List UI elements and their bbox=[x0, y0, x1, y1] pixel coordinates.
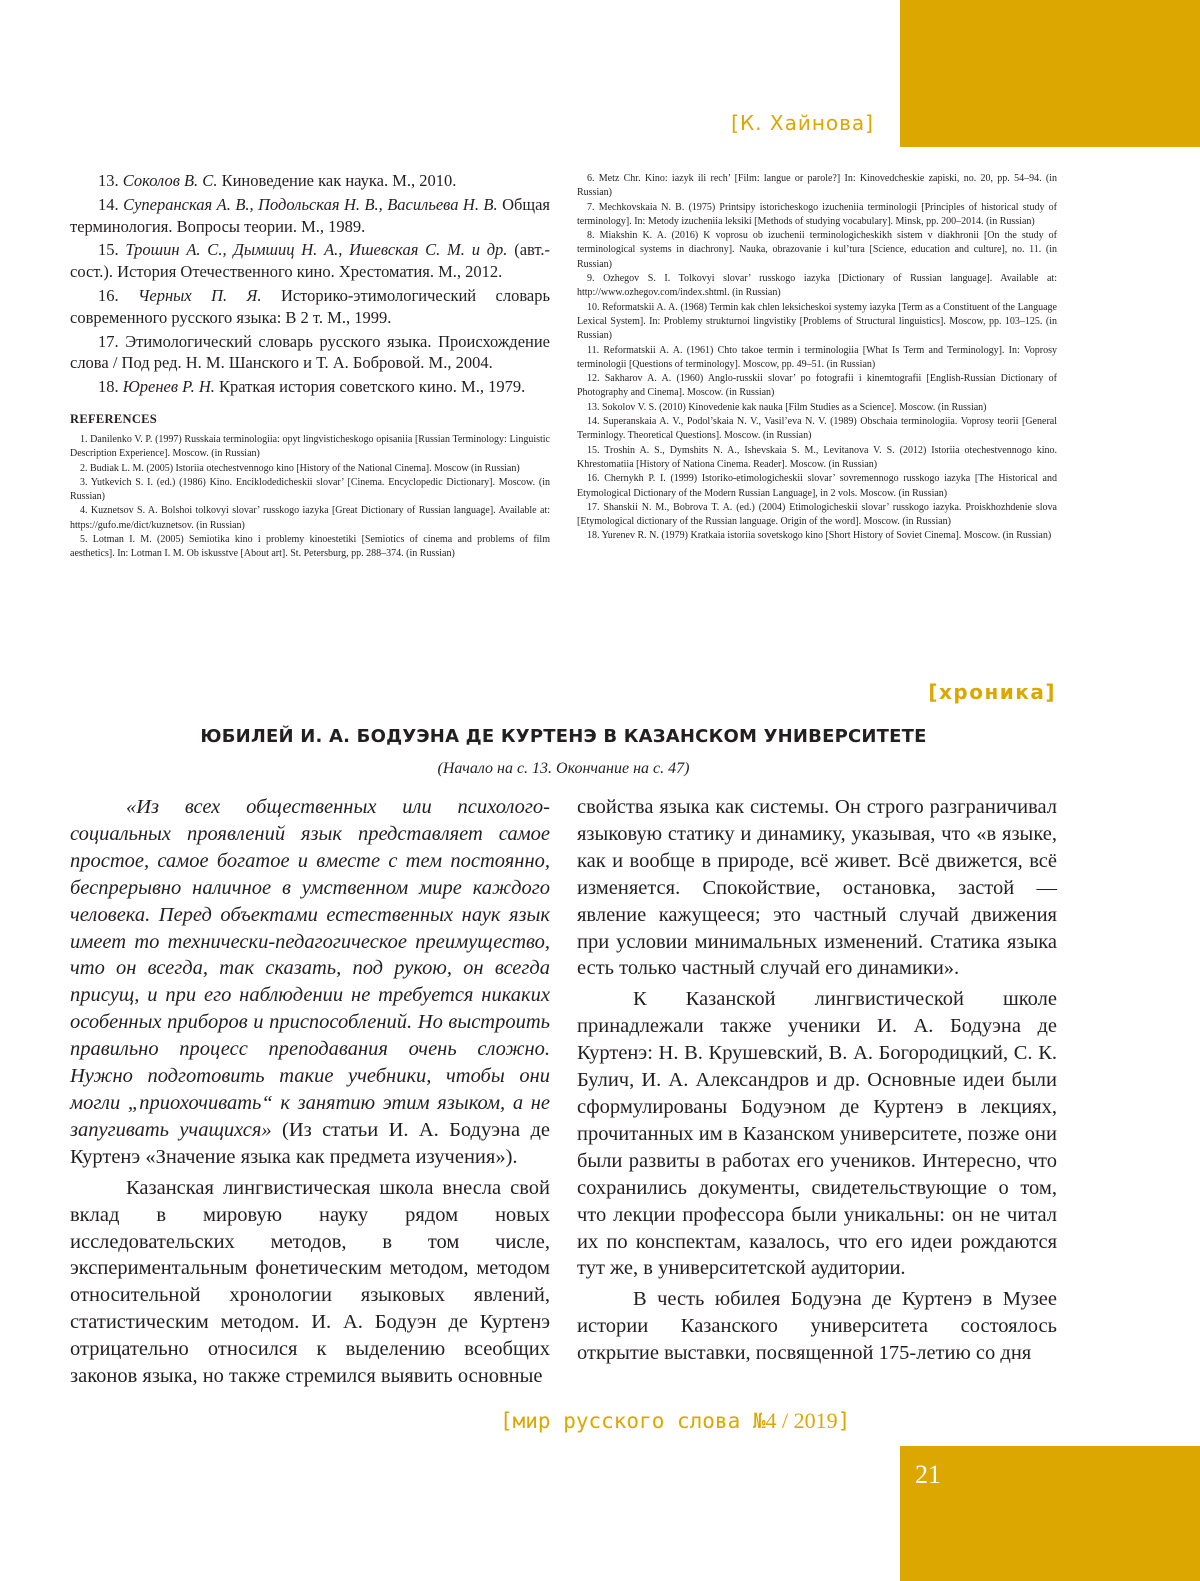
references-left-column bbox=[70, 170, 550, 562]
journal-bracket: ] bbox=[837, 1409, 851, 1433]
reference-text: (авт.-сост.). История Отечественного кино. Хрестоматия. М., 2012. bbox=[70, 240, 551, 282]
reference-item bbox=[70, 170, 550, 192]
reference-item-en: 14. Superanskaia A. V., Podol’skaia N. V., Vasil’eva N. V. (1989) Obschaia terminologiia. Voprosy teorii [General Terminlogy. Theoretical Questions]. Moscow. (in Russian) bbox=[577, 416, 1057, 442]
reference-item-en: 12. Sakharov A. A. (1960) Anglo-russkii slovar’ po fotografii i kinemtografii [English-Russian Dictionary of Photography and Cinema]. Moscow. (in Russian) bbox=[577, 373, 1057, 399]
reference-item-en: 5. Lotman I. M. (2005) Semiotika kino i problemy kinoestetiki [Semiotics of cinema and problems of film aesthetics]. In: Lotman I. M. Ob iskusstve [About art]. St. Petersburg, pp. 288–374. (in Russian) bbox=[70, 534, 550, 560]
references-heading: REFERENCES bbox=[70, 411, 158, 426]
article-column-left bbox=[70, 794, 550, 1394]
reference-text: Этимологический словарь русского языка. Происхождение слова / Под ред. Н. М. Шанского и Т. А. Бобровой. М., 2004. bbox=[70, 331, 551, 373]
reference-item-en: 16. Chernykh P. I. (1999) Istoriko-etimologicheskii slovar’ sovremennogo russkogo iazyka [The Historical and Etymological Dictionary of the Modern Russian Language], in 2 vols. Moscow. (in Russian) bbox=[577, 473, 1057, 499]
reference-number: 13. bbox=[98, 171, 119, 190]
reference-item-en: 7. Mechkovskaia N. B. (1975) Printsipy istoricheskogo izucheniia terminologii [Principles of historical study of terminology]. In: Metody izucheniia leksiki [Methods of studying vocabulary]. Minsk, pp. 200–2014. (in Russian) bbox=[577, 201, 1057, 227]
reference-item bbox=[70, 239, 550, 283]
reference-item bbox=[70, 194, 550, 238]
reference-item-en: 18. Yurenev R. N. (1979) Kratkaia istoriia sovetskogo kino [Short History of Soviet Cinema]. Moscow. (in Russian) bbox=[587, 530, 1052, 542]
reference-item-en: 3. Yutkevich S. I. (ed.) (1986) Kino. Enciklodedicheskii slovar’ [Cinema. Encyclopedic Dictionary]. Moscow. (in Russian) bbox=[70, 476, 550, 503]
section-tag: [хроника] bbox=[928, 680, 1056, 704]
journal-name: [мир русского слова bbox=[500, 1409, 753, 1433]
paragraph-continued: свойства языка как системы. Он строго разграничивал языковую статику и динамику, указывая, что «в языке, как и вообще в природе, всё живет. Всё движется, всё изменяется. Спокойствие, остановка, застой — явление кажущееся; это частный случай движения при условии минимальных изменений. Статика языка есть только частный случай его динамики». bbox=[577, 796, 1057, 980]
journal-footer bbox=[500, 1408, 880, 1434]
reference-text: Киноведение как наука. М., 2010. bbox=[221, 171, 457, 190]
reference-item-en: 6. Metz Chr. Kino: iazyk ili rech’ [Film: langue or parole?] In: Kinovedcheskie zapiski, no. 20, pp. 54–94. (in Russian) bbox=[577, 173, 1057, 199]
page-number: 21 bbox=[915, 1460, 941, 1489]
reference-item-en: 13. Sokolov V. S. (2010) Kinovedenie kak nauka [Film Studies as a Science]. Moscow. (in Russian) bbox=[587, 401, 987, 413]
paragraph: Казанская лингвистическая школа внесла свой вклад в мировую науку рядом новых исследовательских методов, в том числе, экспериментальным фонетическим методом, методом относительной хронологии языковых явлений, статистическим методом. И. А. Бодуэн де Куртенэ отрицательно относился к выделению всеобщих законов языка, но также стремился выявить основные bbox=[70, 1176, 550, 1388]
article-column-right bbox=[577, 794, 1057, 1371]
reference-number: 15. bbox=[98, 240, 119, 260]
reference-number: 18. bbox=[98, 377, 119, 397]
reference-authors: Суперанская А. В., Подольская Н. В., Васильева Н. В. bbox=[123, 194, 498, 214]
issue-label: № bbox=[752, 1409, 766, 1433]
reference-item-en: 8. Miakshin K. A. (2016) K voprosu ob izuchenii terminologicheskikh sistem v diakhronii [On the study of terminological systems in diachrony]. Nauka, obrazovanie i kul’tura [Science, education and culture], no. 11. (in Russian) bbox=[577, 230, 1057, 270]
english-references-list-right bbox=[577, 172, 1057, 544]
reference-authors: Трошин А. С., Дымшиц Н. А., Ишевская С. М. и др. bbox=[125, 240, 508, 260]
reference-item bbox=[70, 331, 550, 375]
reference-item-en: 15. Troshin A. S., Dymshits N. A., Ishevskaia S. M., Levitanova V. S. (2012) Istoriia otechestvennogo kino. Khrestomatiia [History of Nationa Cinema. Reader]. Moscow. (in Russian) bbox=[577, 444, 1057, 470]
reference-item-en: 1. Danilenko V. P. (1997) Russkaia terminologiia: opyt lingvisticheskogo opisaniia [Russian Terminology: Linguistic Description Experience]. Moscow. (in Russian) bbox=[70, 433, 550, 460]
reference-text: Общая терминология. Вопросы теории. М., 1989. bbox=[70, 194, 550, 236]
author-tag: [К. Хайнова] bbox=[731, 111, 874, 135]
quote-paragraph bbox=[70, 794, 550, 1171]
reference-number: 16. bbox=[98, 285, 119, 305]
references-right-column bbox=[577, 172, 1057, 544]
top-accent-tab bbox=[900, 0, 1200, 147]
reference-authors: Черных П. Я. bbox=[138, 285, 262, 305]
reference-number: 17. bbox=[98, 331, 119, 351]
reference-item-en: 11. Reformatskii A. A. (1961) Chto takoe termin i terminologiia [What Is Term and Terminology]. In: Voprosy terminologii [Questions of terminology]. Moscow, pp. 49–51. (in Russian) bbox=[577, 344, 1057, 370]
english-references-list-left bbox=[70, 433, 550, 562]
reference-text: Историко-этимологический словарь современного русского языка: В 2 т. М., 1999. bbox=[70, 285, 551, 327]
reference-item-en: 10. Reformatskii A. A. (1968) Termin kak chlen leksicheskoi systemy iazyka [Term as a Constituent of the Language Lexical System]. In: Problemy strukturnoi lingvistiky [Problems of Structural linguistics]. Moscow, pp. 103–125. (in Russian) bbox=[577, 301, 1057, 342]
reference-number: 14. bbox=[98, 194, 119, 214]
paragraph: К Казанской лингвистической школе принадлежали также ученики И. А. Бодуэна де Куртенэ: Н. В. Крушевский, В. А. Богородицкий, С. К. Булич, И. А. Александров и др. Основные идеи были сформулированы Бодуэном де Куртенэ в лекциях, прочитанных им в Казанском университете, позже они были развиты в работах его учеников. Интересно, что сохранились документы, свидетельствующие о том, что лекции профессора были уникальны: он не читал их по конспектам, казалось, что его идеи рождаются тут же, в университетской аудитории. bbox=[577, 988, 1057, 1280]
article-subtitle: (Начало на с. 13. Окончание на с. 47) bbox=[437, 760, 690, 777]
article-title: ЮБИЛЕЙ И. А. БОДУЭНА ДЕ КУРТЕНЭ В КАЗАНСКОМ УНИВЕРСИТЕТЕ bbox=[200, 726, 927, 747]
quote-text: «Из всех общественных или психолого-социальных проявлений язык представляет самое простое, самое богатое и вместе с тем постоянно, беспрерывно наличное в умственном мире каждого человека. Перед объектами естественных наук язык имеет то технически-педагогическое преимущество, что он всегда, так сказать, под рукою, он всегда присущ, и при его наблюдении не требуется никаких особенных приборов и приспособлений. Но выстроить правильно процесс преподавания очень сложно. Нужно подготовить такие учебники, чтобы они могли „приохочивать“ к занятию этим языком, а не запугивать учащихся» bbox=[70, 796, 550, 1141]
paragraph: В честь юбилея Бодуэна де Куртенэ в Музее истории Казанского университета состоялось открытие выставки, посвященной 175-летию со дня bbox=[577, 1288, 1057, 1365]
reference-item-en: 4. Kuznetsov S. A. Bolshoi tolkovyi slovar’ russkogo iazyka [Great Dictionary of Russian language]. Available at: https://gufo.me/dict/kuznetsov. (in Russian) bbox=[70, 505, 550, 531]
issue-number: 4 / 2019 bbox=[765, 1408, 838, 1433]
reference-authors: Юренев Р. Н. bbox=[122, 377, 215, 397]
reference-text: Краткая история советского кино. М., 1979. bbox=[219, 377, 526, 397]
quote-source: (Из статьи И. А. Бодуэна де Куртенэ «Значение языка как предмета изучения»). bbox=[70, 1118, 550, 1168]
russian-references-list bbox=[70, 170, 550, 398]
reference-item bbox=[70, 376, 550, 398]
reference-authors: Соколов В. С. bbox=[122, 171, 218, 190]
reference-item-en: 17. Shanskii N. M., Bobrova T. A. (ed.) (2004) Etimologicheskii slovar’ russkogo iazyka. Proiskhozhdenie slova [Etymological dictionary of the Russian language. Origin of the word]. Moscow. (in Russian) bbox=[577, 501, 1057, 528]
reference-item bbox=[70, 285, 550, 329]
reference-item-en: 9. Ozhegov S. I. Tolkovyi slovar’ russkogo iazyka [Dictionary of Russian language]. Available at: http://www.ozhegov.com/index.shtml. (in Russian) bbox=[577, 273, 1057, 299]
reference-item-en: 2. Budiak L. M. (2005) Istoriia otechestvennogo kino [History of the National Cinema]. Moscow (in Russian) bbox=[80, 462, 520, 474]
